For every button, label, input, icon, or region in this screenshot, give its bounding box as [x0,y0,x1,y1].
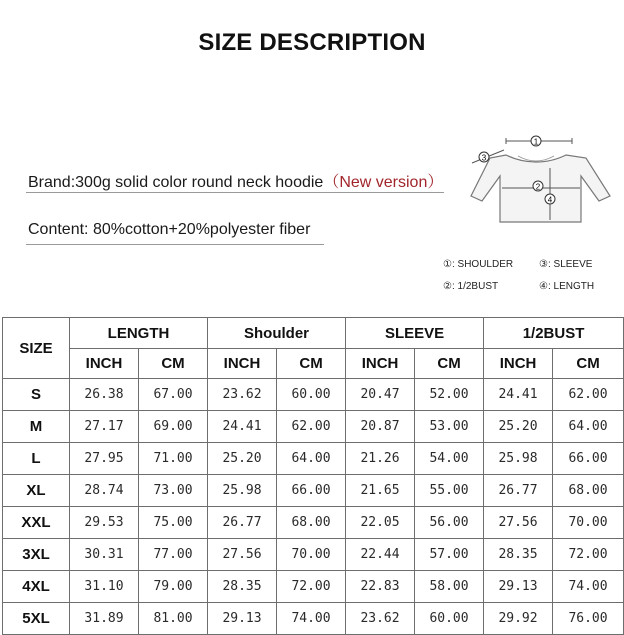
value-cell: 31.89 [70,603,139,635]
value-cell: 74.00 [553,571,624,603]
size-cell: 3XL [3,539,70,571]
value-cell: 64.00 [553,411,624,443]
value-cell: 21.65 [346,475,415,507]
value-cell: 56.00 [415,507,484,539]
value-cell: 29.13 [484,571,553,603]
marker-4 [545,194,555,205]
size-cell: 4XL [3,571,70,603]
value-cell: 31.10 [70,571,139,603]
content-text: 80%cotton+20%polyester fiber [92,221,311,238]
table-row [3,411,624,443]
value-cell: 62.00 [277,411,346,443]
value-cell: 70.00 [553,507,624,539]
size-cell: S [3,379,70,411]
value-cell: 23.62 [346,603,415,635]
size-cell: XL [3,475,70,507]
value-cell: 71.00 [139,443,208,475]
value-cell: 57.00 [415,539,484,571]
value-cell: 23.62 [208,379,277,411]
legend-row-1 [443,259,592,270]
table-row [3,539,624,571]
value-cell: 27.56 [208,539,277,571]
group-header-shoulder: Shoulder [208,318,346,349]
group-header-length: LENGTH [70,318,208,349]
brand-underline [26,192,444,193]
value-cell: 25.20 [484,411,553,443]
marker-1 [531,136,541,147]
value-cell: 68.00 [553,475,624,507]
value-cell: 70.00 [277,539,346,571]
content-underline [26,244,324,245]
brand-label: Brand: [28,174,76,191]
group-header-bust: 1/2BUST [484,318,624,349]
value-cell: 27.17 [70,411,139,443]
value-cell: 26.38 [70,379,139,411]
unit-header: INCH [208,349,277,379]
value-cell: 24.41 [208,411,277,443]
value-cell: 60.00 [277,379,346,411]
value-cell: 28.35 [208,571,277,603]
value-cell: 68.00 [277,507,346,539]
size-cell: M [3,411,70,443]
marker-3 [479,152,489,163]
value-cell: 55.00 [415,475,484,507]
content-line [28,221,310,239]
value-cell: 22.44 [346,539,415,571]
brand-line [28,169,443,192]
value-cell: 66.00 [277,475,346,507]
value-cell: 58.00 [415,571,484,603]
unit-header: INCH [346,349,415,379]
value-cell: 27.56 [484,507,553,539]
value-cell: 60.00 [415,603,484,635]
value-cell: 29.92 [484,603,553,635]
unit-header: INCH [70,349,139,379]
value-cell: 28.74 [70,475,139,507]
value-cell: 54.00 [415,443,484,475]
value-cell: 62.00 [553,379,624,411]
value-cell: 72.00 [277,571,346,603]
value-cell: 77.00 [139,539,208,571]
size-table-body [3,379,624,635]
value-cell: 30.31 [70,539,139,571]
value-cell: 74.00 [277,603,346,635]
value-cell: 66.00 [553,443,624,475]
group-header-sleeve: SLEEVE [346,318,484,349]
group-header-row [3,318,624,349]
legend-shoulder: ①: SHOULDER [443,259,514,270]
legend-bust: ②: 1/2BUST [443,281,499,292]
unit-header: CM [277,349,346,379]
legend-length: ④: LENGTH [539,281,595,292]
unit-header: CM [139,349,208,379]
page-title: SIZE DESCRIPTION [198,29,426,56]
size-cell: XXL [3,507,70,539]
value-cell: 64.00 [277,443,346,475]
marker-2 [533,181,543,192]
svg-text:2: 2 [535,182,541,192]
content-label: Content: [28,221,93,238]
value-cell: 52.00 [415,379,484,411]
table-row [3,379,624,411]
unit-header: INCH [484,349,553,379]
legend-sleeve: ③: SLEEVE [539,259,593,270]
value-cell: 20.87 [346,411,415,443]
table-row [3,571,624,603]
value-cell: 53.00 [415,411,484,443]
value-cell: 79.00 [139,571,208,603]
value-cell: 73.00 [139,475,208,507]
brand-text: 300g solid color round neck hoodie [75,174,324,191]
value-cell: 75.00 [139,507,208,539]
unit-header: CM [553,349,624,379]
size-cell: 5XL [3,603,70,635]
svg-text:4: 4 [547,195,553,205]
table-row [3,475,624,507]
value-cell: 69.00 [139,411,208,443]
value-cell: 72.00 [553,539,624,571]
table-row [3,507,624,539]
svg-text:3: 3 [481,153,487,163]
value-cell: 81.00 [139,603,208,635]
value-cell: 67.00 [139,379,208,411]
size-header: SIZE [3,318,70,379]
value-cell: 27.95 [70,443,139,475]
hoodie-diagram [460,128,612,228]
value-cell: 25.98 [484,443,553,475]
value-cell: 25.20 [208,443,277,475]
svg-text:1: 1 [533,137,539,147]
value-cell: 22.83 [346,571,415,603]
value-cell: 28.35 [484,539,553,571]
value-cell: 29.53 [70,507,139,539]
value-cell: 21.26 [346,443,415,475]
table-row [3,443,624,475]
unit-header-row [3,349,624,379]
value-cell: 22.05 [346,507,415,539]
legend-row-2 [443,281,594,292]
value-cell: 26.77 [484,475,553,507]
brand-version: （New version） [323,174,444,191]
value-cell: 26.77 [208,507,277,539]
value-cell: 24.41 [484,379,553,411]
size-table [2,317,624,635]
value-cell: 76.00 [553,603,624,635]
unit-header: CM [415,349,484,379]
value-cell: 20.47 [346,379,415,411]
value-cell: 25.98 [208,475,277,507]
value-cell: 29.13 [208,603,277,635]
size-cell: L [3,443,70,475]
table-row [3,603,624,635]
